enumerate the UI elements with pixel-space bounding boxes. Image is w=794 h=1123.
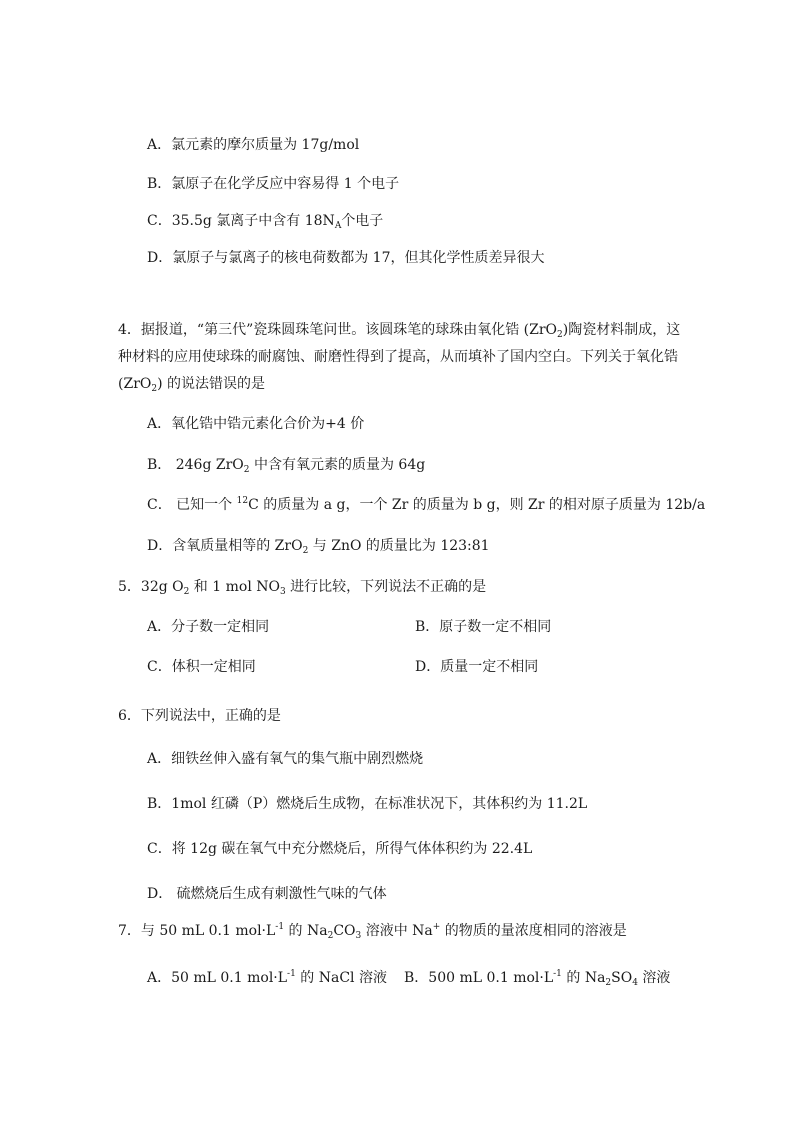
q5-stem: 5．32g $O_2$ 和 1 mol $NO_3$ 进行比较，下列说法不正确的是 <box>118 579 487 597</box>
q4-stem-line-2: 种材料的应用使球珠的耐腐蚀、耐磨性得到了提高，从而填补了国内空白。下列关于氧化锆 <box>118 349 678 365</box>
q3-option-c: C．35.5g 氯离子中含有 $18N_A$个电子 <box>147 213 384 231</box>
q6-option-c: C．将 12g 碳在氧气中充分燃烧后，所得气体体积约为 22.4L <box>147 841 533 857</box>
q3-option-d: D．氯原子与氯离子的核电荷数都为 17，但其化学性质差异很大 <box>147 250 545 266</box>
q6-stem: 6．下列说法中，正确的是 <box>118 708 281 724</box>
q6-option-a: A．细铁丝伸入盛有氧气的集气瓶中剧烈燃烧 <box>147 751 424 767</box>
q4-option-c: C． 已知一个 $^{12}$C 的质量为 a g，一个 Zr 的质量为 b g，则 Zr 的相对原子质量为 12b/a <box>147 496 706 513</box>
q5-option-c: C．体积一定相同 <box>147 659 256 675</box>
q5-option-b: B．原子数一定不相同 <box>415 619 552 635</box>
q6-option-b: B．1mol 红磷（P）燃烧后生成物，在标准状况下，其体积约为 11.2L <box>147 796 588 812</box>
q5-option-a: A．分子数一定相同 <box>147 619 270 635</box>
q7-stem: 7．与 50 mL 0.1 $mol\cdot L^{-1}$ 的 $Na_2CO_3$ 溶液中 Na+ 的物质的量浓度相同的溶液是 <box>118 922 627 941</box>
q5-option-d: D．质量一定不相同 <box>415 659 539 675</box>
q3-option-a: A．氯元素的摩尔质量为 17g/mol <box>147 137 360 153</box>
q6-option-d: D． 硫燃烧后生成有刺激性气味的气体 <box>147 886 387 902</box>
q4-option-b: B． 246g ZrO$_2$ 中含有氧元素的质量为 64g <box>147 457 426 475</box>
q4-stem-line-3: (ZrO$_2$) 的说法错误的是 <box>118 376 266 394</box>
q4-option-a: A．氧化锆中锆元素化合价为+4 价 <box>147 416 365 432</box>
q7-option-a: A．50 mL 0.1 $mol\cdot L^{-1}$ 的 NaCl 溶液 <box>147 969 387 986</box>
q3-option-b: B．氯原子在化学反应中容易得 1 个电子 <box>147 176 400 192</box>
q7-option-b: B．500 mL 0.1 $mol\cdot L^{-1}$ 的 $Na_2SO_4$ 溶液 <box>404 969 671 988</box>
q4-option-d: D．含氧质量相等的 ZrO$_2$ 与 ZnO 的质量比为 123:81 <box>147 538 490 556</box>
q4-stem-line-1: 4．据报道，“第三代”瓷珠圆珠笔问世。该圆珠笔的球珠由氧化锆 (ZrO$_2$)陶瓷材料制成，这 <box>118 322 681 340</box>
